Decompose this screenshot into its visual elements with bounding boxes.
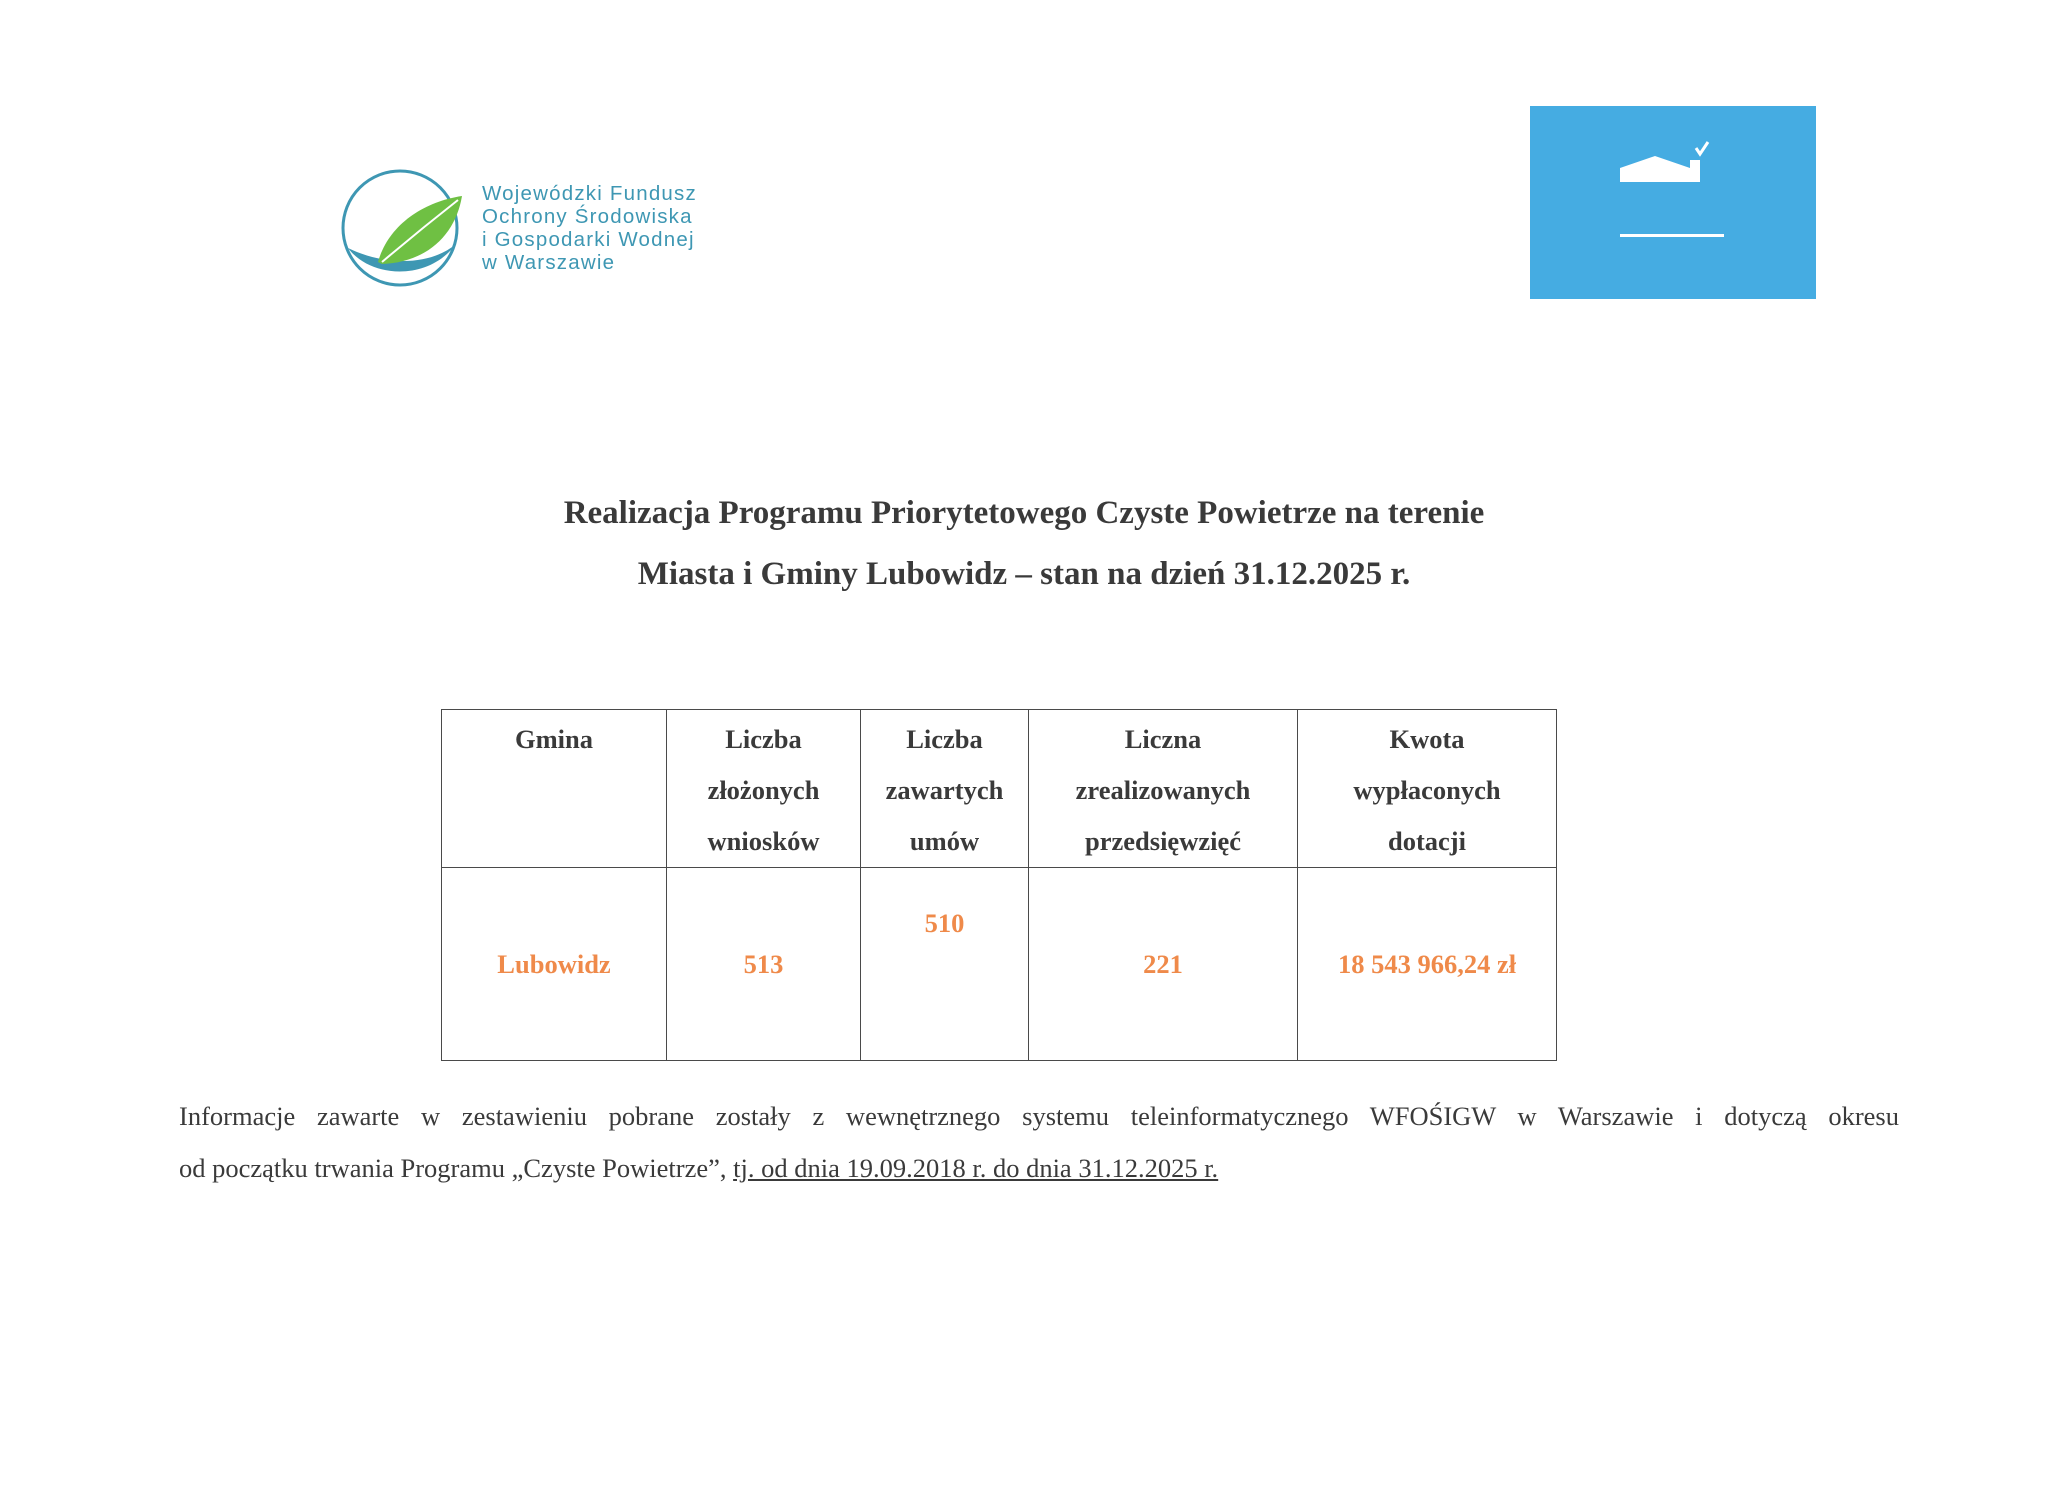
org-name-line-4: w Warszawie [482, 251, 616, 274]
czyste-powietrze-logo [1530, 106, 1816, 299]
summary-table [441, 709, 1557, 1061]
note-line-2 [179, 1142, 1899, 1194]
cell-gmina: Lubowidz [442, 868, 667, 1061]
title-line-2: Miasta i Gminy Lubowidz – stan na dzień 31.12.2025 r. [637, 556, 1411, 592]
cell-zlozone-wnioski: 513 [667, 868, 861, 1061]
table-row [442, 868, 1557, 1061]
org-name-line-3: i Gospodarki Wodnej [482, 228, 695, 251]
page-title [0, 483, 2048, 605]
header-liczna-zrealizowanych-przedsiewziec: Liczna zrealizowanych przedsięwzięć [1029, 710, 1298, 868]
header-liczba-zawartych-umow: Liczba zawartych umów [861, 710, 1029, 868]
wfosigw-logo [330, 166, 750, 296]
org-name-line-2: Ochrony Środowiska [482, 205, 693, 228]
leaf-circle-icon [330, 166, 480, 296]
note-line-2-text: od początku trwania Programu „Czyste Powietrze”, [179, 1153, 734, 1183]
header-liczba-zlozonych-wnioskow: Liczba złożonych wniosków [667, 710, 861, 868]
note-date-range: tj. od dnia 19.09.2018 r. do dnia 31.12.2025 r. [733, 1153, 1219, 1183]
header-gmina: Gmina [442, 710, 667, 868]
org-name-line-1: Wojewódzki Fundusz [482, 182, 697, 205]
house-checkmark-icon [1530, 106, 1816, 299]
source-note [179, 1090, 1899, 1194]
cell-kwota-dotacji: 18 543 966,24 zł [1298, 868, 1557, 1061]
title-line-1: Realizacja Programu Priorytetowego Czyste Powietrze na terenie [563, 495, 1485, 531]
table-header-row [442, 710, 1557, 868]
cell-zrealizowane-przedsiewziecia: 221 [1029, 868, 1298, 1061]
note-line-1: Informacje zawarte w zestawieniu pobrane zostały z wewnętrznego systemu teleinformatycznego WFOŚIGW w Warszawie i dotyczą okresu [179, 1101, 1899, 1131]
header-kwota-wyplaconych-dotacji: Kwota wypłaconych dotacji [1298, 710, 1557, 868]
cell-zawarte-umowy: 510 [861, 868, 1029, 1061]
